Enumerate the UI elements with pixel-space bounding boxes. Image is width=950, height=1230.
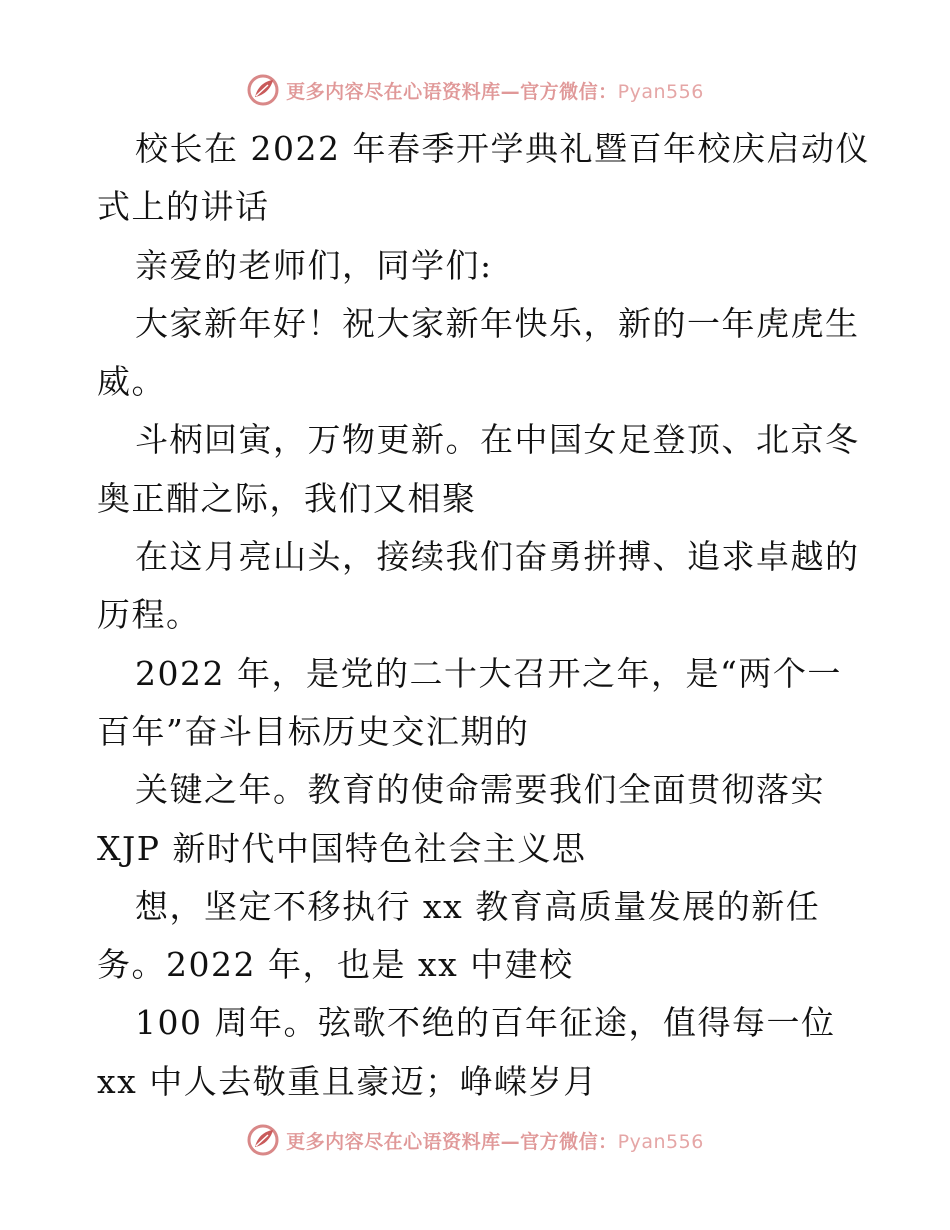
text-line: 务。2022 年，也是 xx 中建校 <box>97 945 574 985</box>
text-line: 2022 年，是党的二十大召开之年，是“两个一 <box>135 653 842 693</box>
text-line: 式上的讲话 <box>97 187 270 227</box>
text-line: 威。 <box>97 362 166 402</box>
watermark-text: 更多内容尽在心语资料库—官方微信：Pyan556 <box>286 80 704 103</box>
text-line: 奥正酣之际，我们又相聚 <box>97 478 477 518</box>
text-line: 亲爱的老师们，同学们: <box>135 245 493 285</box>
text-line: 历程。 <box>97 595 201 635</box>
text-line: 想，坚定不移执行 xx 教育高质量发展的新任 <box>135 886 821 926</box>
header-watermark <box>0 70 950 110</box>
text-line: 校长在 2022 年春季开学典礼暨百年校庆启动仪 <box>135 129 870 168</box>
footer-watermark <box>0 1120 950 1160</box>
leaf-logo-icon <box>246 1123 280 1157</box>
leaf-logo-icon <box>246 73 280 107</box>
text-line: 百年”奋斗目标历史交汇期的 <box>97 711 530 751</box>
text-line: 在这月亮山头，接续我们奋勇拼搏、追求卓越的 <box>135 537 860 577</box>
text-line: 关键之年。教育的使命需要我们全面贯彻落实 <box>135 770 825 810</box>
text-line: 斗柄回寅，万物更新。在中国女足登顶、北京冬 <box>135 420 860 460</box>
document-body <box>97 120 870 1111</box>
text-line: xx 中人去敬重且豪迈；峥嵘岁月 <box>97 1061 598 1101</box>
text-line: XJP 新时代中国特色社会主义思 <box>97 828 587 868</box>
text-line: 大家新年好！祝大家新年快乐，新的一年虎虎生 <box>135 303 860 343</box>
watermark-text: 更多内容尽在心语资料库—官方微信：Pyan556 <box>286 1130 704 1153</box>
text-line: 100 周年。弦歌不绝的百年征途，值得每一位 <box>135 1003 836 1043</box>
